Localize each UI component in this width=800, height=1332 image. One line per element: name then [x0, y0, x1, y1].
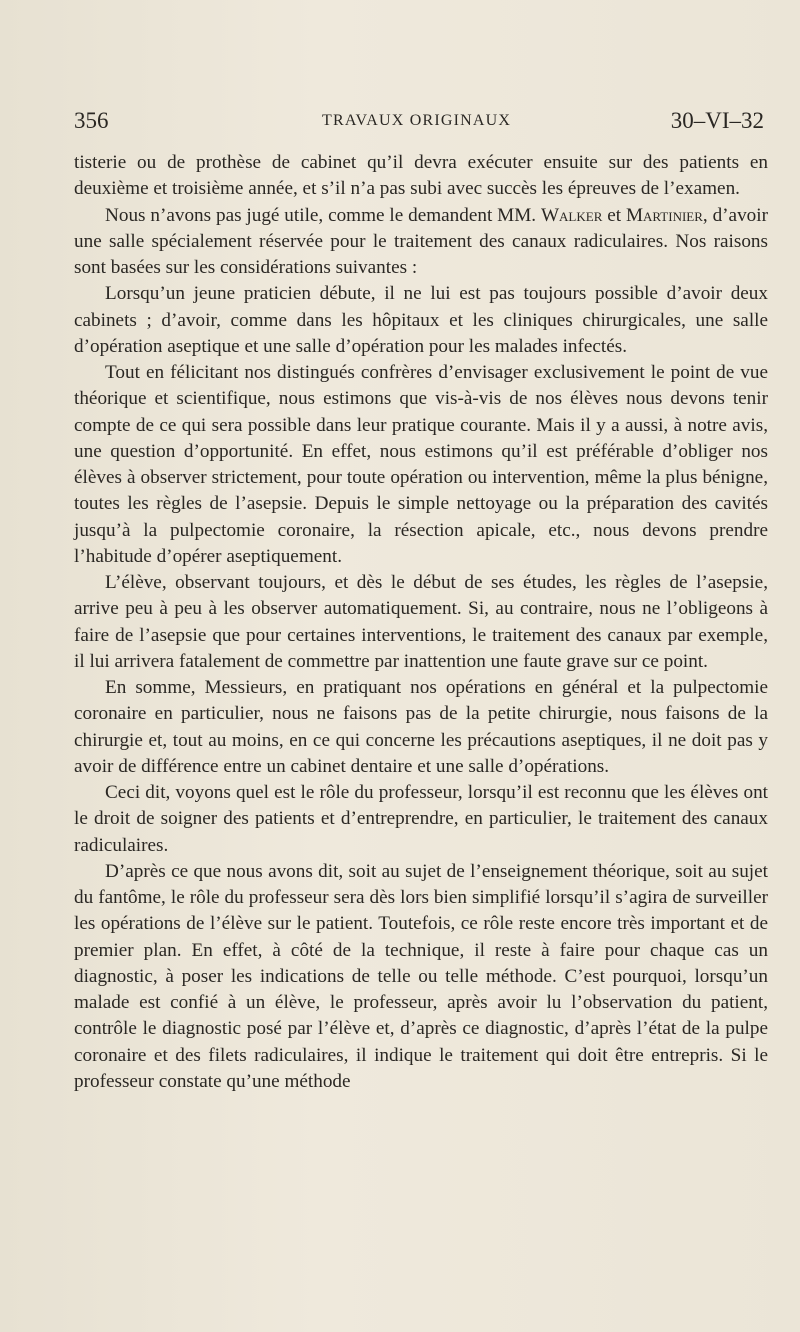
article-body	[74, 150, 768, 1095]
paragraph-role-professeur: Ceci dit, voyons quel est le rôle du professeur, lorsqu’il est reconnu que les élèves ont le droit de soigner des patients et d’entreprendre, en particulier, le traitement des canaux radiculaires.	[74, 782, 768, 856]
paragraph-text: , d’avoir une salle spécialement réservée pour le traitement des canaux radiculaires. Nos raisons sont basées sur les considérations suivantes :	[74, 204, 768, 278]
paragraph-jeune-praticien: Lorsqu’un jeune praticien débute, il ne lui est pas toujours possible d’avoir deux cabinets ; d’avoir, comme dans les hôpitaux et les cliniques chirurgicales, une salle d’opération aseptique et une salle d’opération pour les malades infectés.	[74, 283, 768, 357]
paragraph-continued: tisterie ou de prothèse de cabinet qu’il devra exécuter ensuite sur des patients en deuxième et troisième année, et s’il n’a pas subi avec succès les épreuves de l’examen.	[74, 152, 768, 200]
page-number: 356	[74, 108, 109, 133]
author-name-martinier: Martinier	[625, 204, 703, 226]
paragraph-diagnostic: D’après ce que nous avons dit, soit au sujet de l’enseignement théorique, soit au sujet du fantôme, le rôle du professeur sera dès lors bien simplifié lorsqu’il s’agira de surveiller les opérations de l’élève sur le patient. Toutefois, ce rôle reste encore très important et de premier plan. En effet, à côté de la technique, il reste à faire pour chaque cas un diagnostic, à poser les indications de telle ou telle méthode. C’est pourquoi, lorsqu’un malade est confié à un élève, le professeur, après avoir lu l’observation du patient, contrôle le diagnostic posé par l’élève et, d’après ce diagnostic, d’après l’état de la pulpe coronaire et des filets radiculaires, il indique le traitement qui doit être entrepris. Si le professeur constate qu’une méthode	[74, 860, 768, 1092]
page-header	[74, 108, 764, 142]
paragraph-salle-speciale	[74, 203, 768, 282]
author-name-walker: Walker	[540, 204, 603, 226]
running-title: TRAVAUX ORIGINAUX	[322, 112, 512, 129]
issue-date: 30–VI–32	[670, 108, 764, 133]
paragraph-en-somme: En somme, Messieurs, en pratiquant nos opérations en général et la pulpectomie coronaire en particulier, nous ne faisons pas de la petite chirurgie, nous faisons de la chirurgie et, tout au moins, en ce qui concerne les précautions aseptiques, il ne doit pas y avoir de différence entre un cabinet dentaire et une salle d’opérations.	[74, 677, 768, 777]
paragraph-felicitations: Tout en félicitant nos distingués confrères d’envisager exclusivement le point de vue théorique et scientifique, nous estimons que vis-à-vis de nos élèves nous devons tenir compte de ce qui sera possible dans leur pratique courante. Mais il y a aussi, à notre avis, une question d’opportunité. En effet, nous estimons qu’il est préférable d’obliger nos élèves à observer strictement, pour toute opération ou intervention, même la plus bénigne, toutes les règles de l’asepsie. Depuis le simple nettoyage ou la préparation des cavités jusqu’à la pulpectomie coronaire, la résection apicale, etc., nous devons prendre l’habitude d’opérer aseptiquement.	[74, 362, 768, 567]
paragraph-asepsie: L’élève, observant toujours, et dès le début de ses études, les règles de l’asepsie, arrive peu à peu à les observer automatiquement. Si, au contraire, nous ne l’obligeons à faire de l’asepsie que pour certaines interventions, le traitement des canaux par exemple, il lui arrivera fatalement de commettre par inattention une faute grave sur ce point.	[74, 572, 768, 672]
conjunction-text: et	[607, 204, 622, 226]
paragraph-text: Nous n’avons pas jugé utile, comme le demandent MM.	[105, 204, 537, 226]
